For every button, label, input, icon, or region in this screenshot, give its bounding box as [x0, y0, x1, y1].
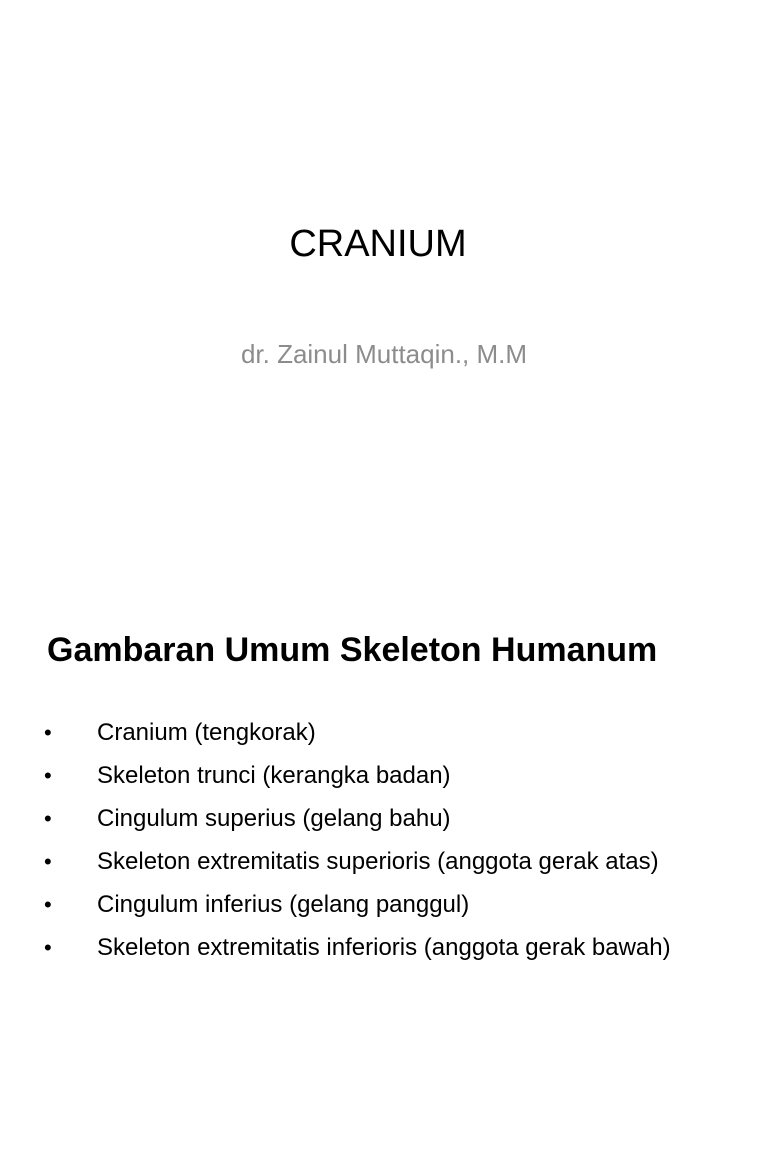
bullet-text: Skeleton trunci (kerangka badan): [97, 762, 451, 789]
slide-title: CRANIUM: [289, 223, 467, 265]
bullet-icon: •: [44, 806, 52, 831]
bullet-item: [0, 886, 768, 923]
bullet-icon: •: [44, 720, 52, 745]
bullet-item: [0, 843, 768, 880]
bullet-icon: •: [44, 935, 52, 960]
bullet-text: Cranium (tengkorak): [97, 719, 316, 746]
bullet-icon: •: [44, 763, 52, 788]
bullet-text: Skeleton extremitatis inferioris (anggota gerak bawah): [97, 934, 671, 961]
bullet-text: Skeleton extremitatis superioris (anggota gerak atas): [97, 848, 659, 875]
bullet-item: [0, 929, 768, 966]
bullet-item: [0, 714, 768, 751]
bullet-text: Cingulum superius (gelang bahu): [97, 805, 451, 832]
slide-subtitle: dr. Zainul Muttaqin., M.M: [240, 339, 528, 369]
bullet-item: [0, 800, 768, 837]
bullet-list: [0, 714, 768, 972]
bullet-icon: •: [44, 892, 52, 917]
bullet-icon: •: [44, 849, 52, 874]
bullet-text: Cingulum inferius (gelang panggul): [97, 891, 470, 918]
content-slide-title: Gambaran Umum Skeleton Humanum: [47, 631, 658, 669]
content-slide: [0, 576, 768, 1152]
bullet-item: [0, 757, 768, 794]
